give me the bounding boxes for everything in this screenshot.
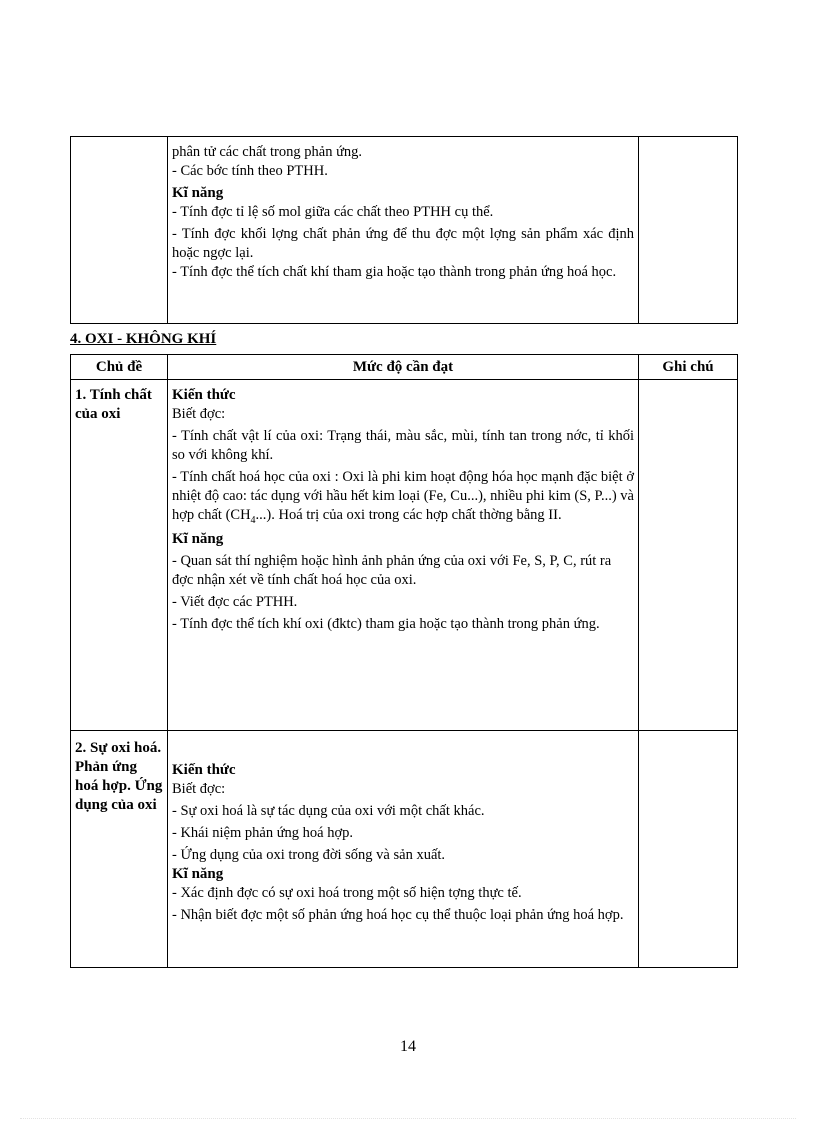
text-line: - Ứng dụng của oxi trong đời sống và sản xuất. bbox=[172, 847, 446, 863]
table-row bbox=[71, 731, 738, 968]
text-line: - Tính đợc tỉ lệ số mol giữa các chất theo PTHH cụ thể. bbox=[172, 204, 494, 220]
text-line: - Viết đợc các PTHH. bbox=[172, 593, 298, 610]
text-line: Biết đợc: bbox=[172, 781, 226, 797]
text-line: - Các bớc tính theo PTHH. bbox=[172, 163, 328, 179]
empty-note-cell bbox=[639, 380, 738, 731]
text-line: - Xác định đợc có sự oxi hoá trong một số hiện tợng thực tế. bbox=[172, 885, 522, 901]
empty-note-cell bbox=[639, 731, 738, 968]
topic-cell: 1. Tính chất của oxi bbox=[71, 380, 168, 731]
text-line: - Tính đợc thể tích chất khí tham gia hoặc tạo thành trong phản ứng hoá học. bbox=[172, 264, 617, 280]
text-line: - Tính chất vật lí của oxi: Trạng thái, màu sắc, mùi, tính tan trong nớc, tỉ khối so với không khí. bbox=[172, 428, 634, 463]
oxi-table bbox=[70, 354, 738, 968]
content-cell bbox=[168, 137, 639, 324]
section-title: 4. OXI - KHÔNG KHÍ bbox=[70, 331, 217, 347]
content-cell bbox=[168, 380, 639, 731]
header-row bbox=[71, 355, 738, 380]
text-line: - Sự oxi hoá là sự tác dụng của oxi với một chất khác. bbox=[172, 803, 485, 819]
header-note: Ghi chú bbox=[639, 355, 738, 380]
content-cell bbox=[168, 731, 639, 968]
knowledge-heading: Kiến thức bbox=[172, 762, 236, 778]
text-line: - Tính đợc khối lợng chất phản ứng để thu đợc một lợng sản phẩm xác định hoặc ngợc lại. bbox=[172, 226, 634, 261]
text-line: - Khái niệm phản ứng hoá hợp. bbox=[172, 825, 354, 841]
empty-note-cell bbox=[639, 137, 738, 324]
skills-heading: Kĩ năng bbox=[172, 866, 224, 882]
header-level: Mức độ cần đạt bbox=[168, 355, 639, 380]
empty-topic-cell bbox=[71, 137, 168, 324]
continuation-table bbox=[70, 136, 738, 324]
skills-heading: Kĩ năng bbox=[172, 185, 224, 201]
text-line: Biết đợc: bbox=[172, 406, 226, 422]
skills-heading: Kĩ năng bbox=[172, 530, 224, 547]
topic-cell: 2. Sự oxi hoá. Phản ứng hoá hợp. Ứng dụng của oxi bbox=[71, 731, 168, 968]
page-number: 14 bbox=[400, 1038, 416, 1055]
text-line: phân tử các chất trong phản ứng. bbox=[172, 144, 363, 160]
knowledge-heading: Kiến thức bbox=[172, 387, 236, 403]
table-row bbox=[71, 137, 738, 324]
table-row bbox=[71, 380, 738, 731]
header-topic: Chủ đề bbox=[71, 355, 168, 380]
text-line: - Nhận biết đợc một số phản ứng hoá học cụ thể thuộc loại phản ứng hoá hợp. bbox=[172, 907, 624, 923]
text-line: - Tính đợc thể tích khí oxi (đktc) tham gia hoặc tạo thành trong phản ứng. bbox=[172, 615, 600, 632]
text-line: - Quan sát thí nghiệm hoặc hình ảnh phản ứng của oxi với Fe, S, P, C, rút ra đợc nhận xét về tính chất hoá học của oxi. bbox=[172, 552, 612, 588]
footer-divider bbox=[20, 1118, 796, 1119]
text-line: - Tính chất hoá học của oxi : Oxi là phi kim hoạt động hóa học mạnh đặc biệt ở nhiệt độ cao: tác dụng với hầu hết kim loại (Fe, Cu...), nhiều phi kim (S, P...) và hợp chất $(CH_4...)$. Hoá trị của oxi trong các hợp chất thờng bằng II. bbox=[172, 469, 634, 526]
